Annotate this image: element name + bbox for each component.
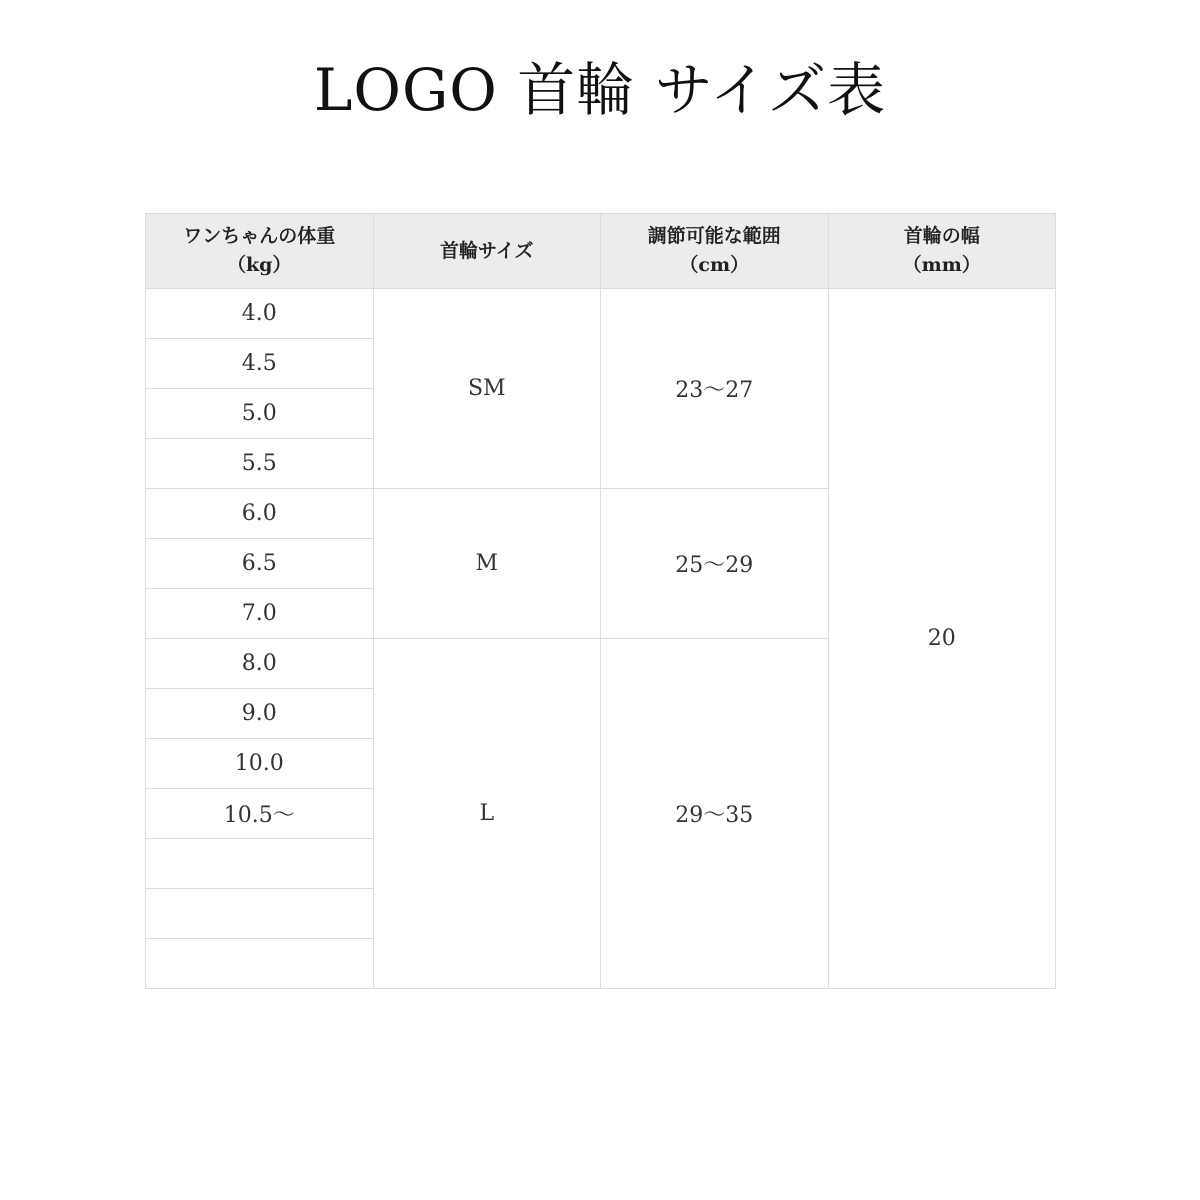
size-table — [145, 213, 1056, 989]
weight-cell-empty — [146, 839, 374, 889]
width-cell: 20 — [828, 289, 1056, 989]
header-adjustable-range — [601, 214, 829, 289]
weight-cell: 4.5 — [146, 339, 374, 389]
weight-cell-empty — [146, 939, 374, 989]
weight-cell: 10.5～ — [146, 789, 374, 839]
weight-cell: 10.0 — [146, 739, 374, 789]
weight-cell: 6.0 — [146, 489, 374, 539]
table-row — [146, 289, 1056, 339]
header-weight — [146, 214, 374, 289]
weight-cell-empty — [146, 889, 374, 939]
weight-cell: 6.5 — [146, 539, 374, 589]
table-header-row — [146, 214, 1056, 289]
size-cell-l: L — [373, 639, 601, 989]
header-collar-size — [373, 214, 601, 289]
range-cell-m: 25～29 — [601, 489, 829, 639]
size-cell-m: M — [373, 489, 601, 639]
weight-cell: 7.0 — [146, 589, 374, 639]
range-cell-sm: 23～27 — [601, 289, 829, 489]
weight-cell: 5.0 — [146, 389, 374, 439]
header-collar-width — [828, 214, 1056, 289]
size-cell-sm: SM — [373, 289, 601, 489]
header-collar-size-label: 首輪サイズ — [440, 239, 534, 262]
weight-cell: 9.0 — [146, 689, 374, 739]
range-cell-l: 29～35 — [601, 639, 829, 989]
page-title: LOGO 首輪 サイズ表 — [313, 56, 887, 124]
header-range-label: 調節可能な範囲 — [647, 225, 781, 247]
weight-cell: 5.5 — [146, 439, 374, 489]
weight-cell: 8.0 — [146, 639, 374, 689]
header-range-unit: （cm） — [679, 254, 750, 276]
header-weight-label: ワンちゃんの体重 — [183, 225, 336, 247]
weight-cell: 4.0 — [146, 289, 374, 339]
header-weight-unit: （kg） — [227, 254, 292, 276]
header-width-unit: （mm） — [902, 254, 981, 276]
header-width-label: 首輪の幅 — [903, 225, 980, 247]
